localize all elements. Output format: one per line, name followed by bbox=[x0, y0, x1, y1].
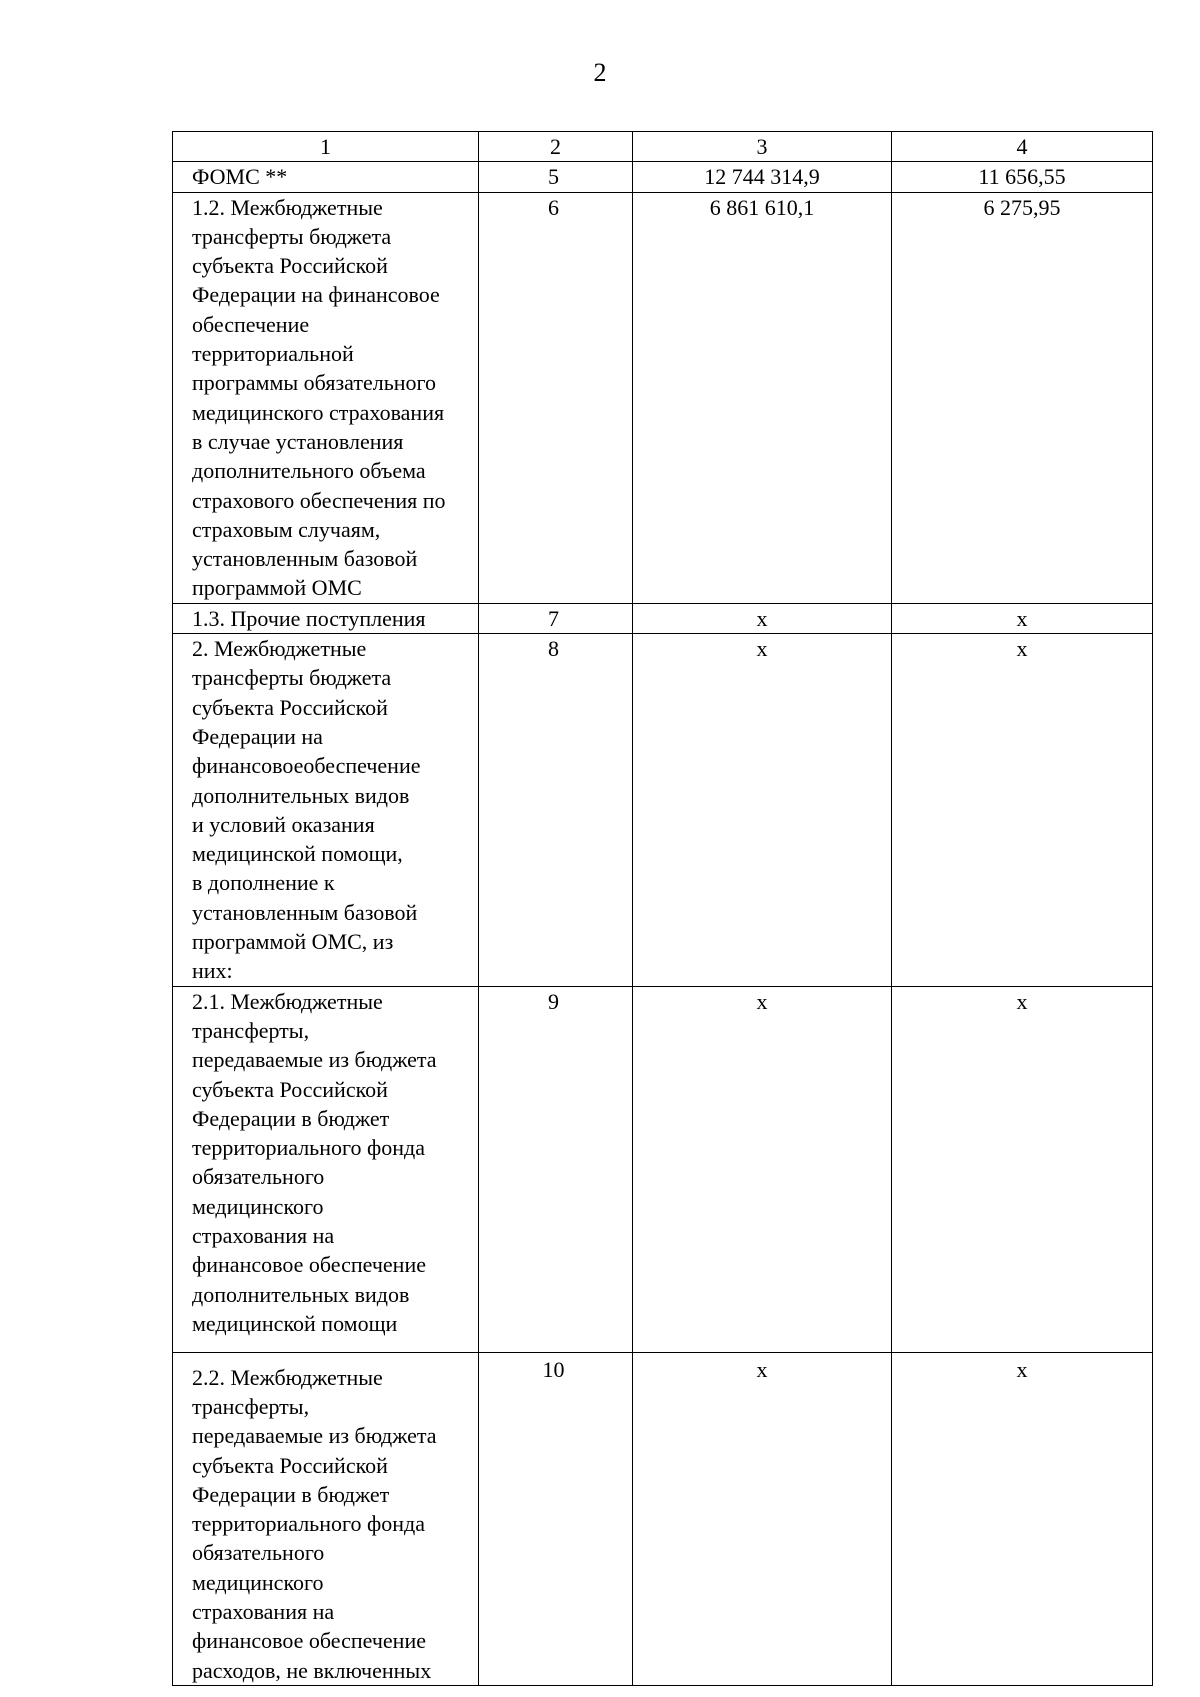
row-value-col4: 6 275,95 bbox=[892, 192, 1153, 603]
page-number: 2 bbox=[593, 58, 607, 87]
row-value-col3: x bbox=[633, 603, 892, 633]
row-value-col4: 11 656,55 bbox=[892, 162, 1153, 192]
table-row bbox=[173, 986, 1153, 1352]
column-header: 1 bbox=[173, 132, 479, 162]
table-row bbox=[173, 1352, 1153, 1685]
row-value-col3: x bbox=[633, 986, 892, 1352]
table-row bbox=[173, 192, 1153, 603]
row-code: 8 bbox=[479, 634, 633, 987]
row-code: 10 bbox=[479, 1352, 633, 1685]
row-label: 2. Межбюджетные трансферты бюджета субъекта Российской Федерации на финансовоеобеспечение дополнительных видов и условий оказания медицинской помощи, в дополнение к установленным базовой программой ОМС, из них: bbox=[173, 634, 479, 987]
row-label: 1.3. Прочие поступления bbox=[173, 603, 479, 633]
table-row bbox=[173, 162, 1153, 192]
row-value-col3: x bbox=[633, 634, 892, 987]
row-value-col4: x bbox=[892, 603, 1153, 633]
row-code: 7 bbox=[479, 603, 633, 633]
row-value-col3: 12 744 314,9 bbox=[633, 162, 892, 192]
row-label: 1.2. Межбюджетные трансферты бюджета субъекта Российской Федерации на финансовое обеспечение территориальной программы обязательного медицинского страхования в случае установления дополнительного объема страхового обеспечения по страховым случаям, установленным базовой программой ОМС bbox=[173, 192, 479, 603]
financing-table bbox=[172, 131, 1153, 1686]
table-row bbox=[173, 634, 1153, 987]
row-value-col3: x bbox=[633, 1352, 892, 1685]
row-code: 6 bbox=[479, 192, 633, 603]
row-label: 2.2. Межбюджетные трансферты, передаваемые из бюджета субъекта Российской Федерации в бюджет территориального фонда обязательного медицинского страхования на финансовое обеспечение расходов, не включенных bbox=[173, 1352, 479, 1685]
column-header: 2 bbox=[479, 132, 633, 162]
row-code: 5 bbox=[479, 162, 633, 192]
column-header: 3 bbox=[633, 132, 892, 162]
table-header-row bbox=[173, 132, 1153, 162]
row-value-col4: x bbox=[892, 986, 1153, 1352]
row-code: 9 bbox=[479, 986, 633, 1352]
row-value-col3: 6 861 610,1 bbox=[633, 192, 892, 603]
column-header: 4 bbox=[892, 132, 1153, 162]
row-value-col4: x bbox=[892, 634, 1153, 987]
row-label: ФОМС ** bbox=[173, 162, 479, 192]
row-value-col4: x bbox=[892, 1352, 1153, 1685]
row-label: 2.1. Межбюджетные трансферты, передаваемые из бюджета субъекта Российской Федерации в бюджет территориального фонда обязательного медицинского страхования на финансовое обеспечение дополнительных видов медицинской помощи bbox=[173, 986, 479, 1352]
table-row bbox=[173, 603, 1153, 633]
